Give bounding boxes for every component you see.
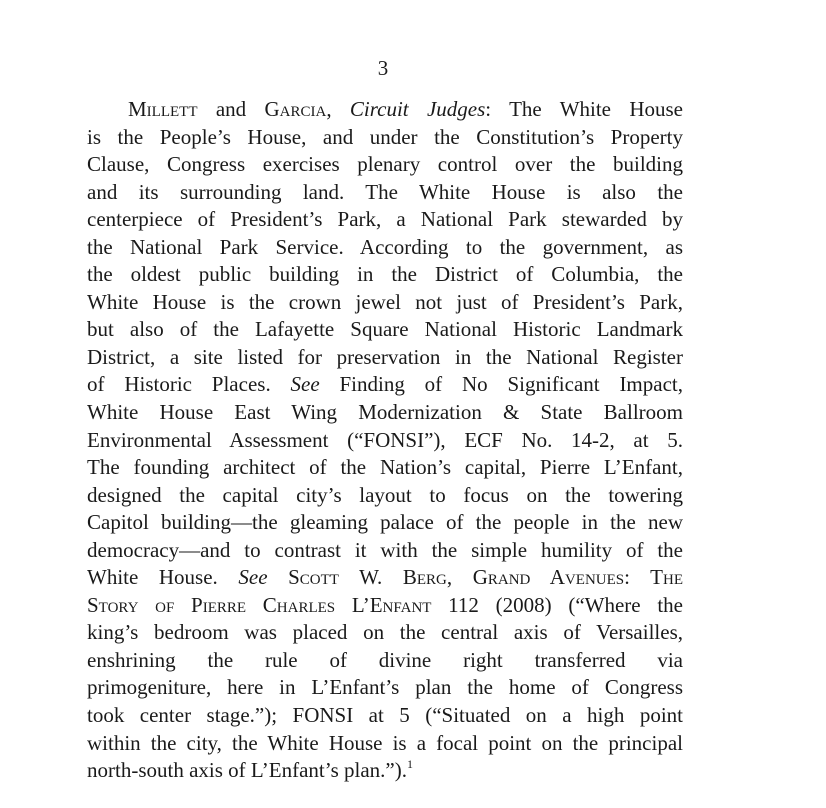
citation-author: Scott W. Berg, Grand Avenues: The xyxy=(267,565,683,590)
text-line: primogeniture, here in L’Enfant’s plan the home of Congress xyxy=(87,675,683,700)
text-line xyxy=(87,564,683,592)
text-line xyxy=(87,96,683,124)
text-line: within the city, the White House is a focal point on the principal xyxy=(87,730,683,755)
text-run: north-south axis of L’Enfant’s plan.”). xyxy=(87,758,407,783)
text-run: and xyxy=(197,97,265,121)
text-run: Finding of No Significant Impact, xyxy=(319,372,683,397)
citation-signal: See xyxy=(238,565,268,590)
text-line: designed the capital city’s layout to focus on the towering xyxy=(87,482,683,507)
opinion-paragraph xyxy=(87,96,683,785)
text-line: White House East Wing Modernization & State Ballroom xyxy=(87,400,683,425)
text-line xyxy=(87,757,683,785)
judge-name: Millett xyxy=(128,97,198,121)
text-line: the National Park Service. According to the government, as xyxy=(87,234,683,259)
text-run: : The White House xyxy=(485,97,683,121)
text-line xyxy=(87,371,683,399)
text-run: , xyxy=(326,97,350,121)
citation-title: Story of Pierre Charles L’Enfant xyxy=(87,592,432,617)
text-line: centerpiece of President’s Park, a National Park stewarded by xyxy=(87,207,683,232)
text-line: enshrining the rule of divine right transferred via xyxy=(87,647,683,672)
text-line: is the People’s House, and under the Constitution’s Property xyxy=(87,124,683,149)
text-line: king’s bedroom was placed on the central axis of Versailles, xyxy=(87,620,683,645)
judges-title: Circuit Judges xyxy=(349,97,486,121)
text-line: but also of the Lafayette Square National Historic Landmark xyxy=(87,317,683,342)
text-line: the oldest public building in the District of Columbia, the xyxy=(87,262,683,287)
text-line: Environmental Assessment (“FONSI”), ECF No. 14-2, at 5. xyxy=(87,427,683,452)
text-line: District, a site listed for preservation in the National Register xyxy=(87,344,683,369)
text-line: Clause, Congress exercises plenary control over the building xyxy=(87,152,683,177)
text-run: of Historic Places. xyxy=(87,372,291,397)
citation-signal: See xyxy=(290,372,320,397)
text-run: 112 (2008) (“Where the xyxy=(431,592,683,617)
text-line: and its surrounding land. The White House is also the xyxy=(87,179,683,204)
text-line: The founding architect of the Nation’s capital, Pierre L’Enfant, xyxy=(87,455,683,480)
footnote-marker[interactable]: 1 xyxy=(407,757,413,772)
text-line: took center stage.”); FONSI at 5 (“Situated on a high point xyxy=(87,703,683,728)
text-line: democracy—and to contrast it with the simple humility of the xyxy=(87,537,683,562)
page-number: 3 xyxy=(377,56,389,80)
text-line: Capitol building—the gleaming palace of the people in the new xyxy=(87,510,683,535)
text-line xyxy=(87,592,683,620)
text-line: White House is the crown jewel not just of President’s Park, xyxy=(87,289,683,314)
judge-name: Garcia xyxy=(264,97,327,121)
text-run: White House. xyxy=(87,565,239,590)
